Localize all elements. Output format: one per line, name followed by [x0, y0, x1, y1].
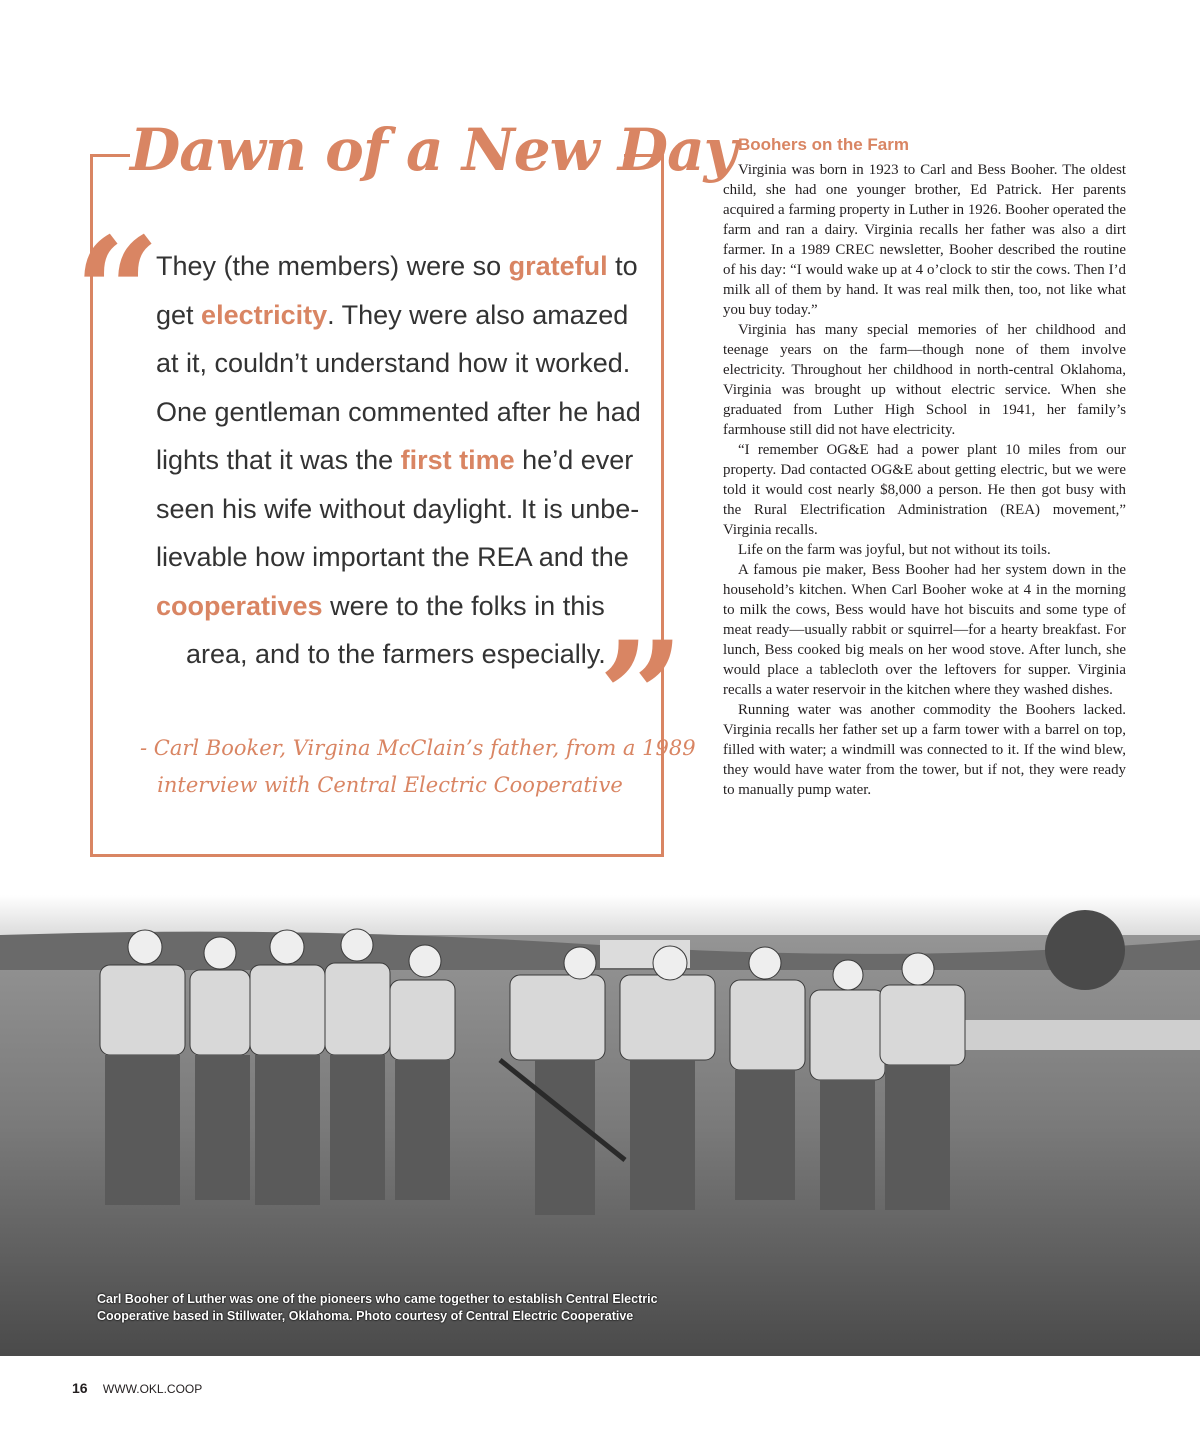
attribution-line: - Carl Booker, Virgina McClain’s father, from a 1989 — [140, 736, 696, 760]
article-paragraph: “I remember OG&E had a power plant 10 miles from our property. Dad contacted OG&E about getting electric, but we were told it would cost nearly $8,000 a person. He then got busy with the Rural Electrification Administration (REA) movement,” Virginia recalls. — [723, 442, 1126, 538]
quote-line: get electricity. They were also amazed — [156, 299, 629, 330]
page-number: 16 — [72, 1380, 88, 1396]
quote-line: area, and to the farmers especially. — [186, 639, 606, 669]
article-paragraph: A famous pie maker, Bess Booher had her system down in the household’s kitchen. When Carl Booher woke at 4 in the morning to milk the cows, Bess would have hot biscuits and some type of meat ready—usually rabbit or squirrel—for a hearty breakfast. For lunch, Bess cooked big meals on her wood stove. After lunch, she would place a tablecloth over the leftovers for supper. Virginia recalls a water reservoir in the kitchen where they washed dishes. — [723, 562, 1126, 698]
quote-line: cooperatives were to the folks in this — [156, 590, 605, 621]
caption-line: Carl Booher of Luther was one of the pioneers who came together to establish Central Electric — [97, 1292, 658, 1306]
tree — [1045, 910, 1125, 990]
quote-attribution — [140, 730, 696, 804]
footer-url[interactable]: WWW.OKL.COOP — [102, 1382, 203, 1396]
page-footer — [72, 1380, 202, 1397]
historic-photo — [0, 895, 1200, 1356]
quote-line: One gentleman commented after he had — [156, 396, 641, 427]
article-paragraph: Running water was another commodity the Boohers lacked. Virginia recalls her father set up a farm tower with a barrel on top, filled with water; a windmill was connected to it. If the wind blew, they would have water from the tower, but if not, they were ready to manually pump water. — [723, 702, 1126, 798]
close-quote-icon: ” — [598, 609, 685, 785]
sidebar-headline: Dawn of a New Day — [130, 116, 737, 184]
open-quote-icon: “ — [74, 205, 161, 381]
quote-line: They (the members) were so grateful to — [156, 251, 638, 281]
attribution-line: interview with Central Electric Cooperative — [157, 773, 623, 797]
quote-line: at it, couldn’t understand how it worked. — [156, 348, 631, 378]
caption-line: Cooperative based in Stillwater, Oklahoma. Photo courtesy of Central Electric Cooperative — [97, 1309, 634, 1323]
quote-line: lievable how important the REA and the — [156, 542, 629, 572]
article-heading: Boohers on the Farm — [738, 135, 909, 154]
photo-illustration — [0, 895, 1200, 1356]
article-paragraph: Virginia was born in 1923 to Carl and Bess Booher. The oldest child, she had one younger brother, Ed Patrick. Her parents acquired a farming property in Luther in 1926. Booher operated the farm and ran a dairy. Virginia recalls her father was also a dirt farmer. In a 1989 CREC newsletter, Booher described the routine of his day: “I would wake up at 4 o’clock to stir the cows. Then I’d milk all of them by hand. It was real milk then, too, not like what you buy today.” — [723, 162, 1126, 318]
pull-quote — [156, 242, 641, 679]
photo-caption — [97, 1291, 797, 1325]
sky — [0, 895, 1200, 935]
quote-line: seen his wife without daylight. It is unbe- — [156, 493, 640, 524]
article-body — [723, 160, 1126, 800]
article-paragraph: Life on the farm was joyful, but not without its toils. — [738, 542, 1051, 558]
quote-line: lights that it was the first time he’d ever — [156, 445, 634, 475]
pond — [960, 1020, 1200, 1050]
article-paragraph: Virginia has many special memories of her childhood and teenage years on the farm—though none of them involve electricity. Throughout her childhood in north-central Oklahoma, Virginia was brought up without electric service. When she graduated from Luther High School in 1941, her family’s farmhouse still did not have electricity. — [723, 322, 1126, 438]
